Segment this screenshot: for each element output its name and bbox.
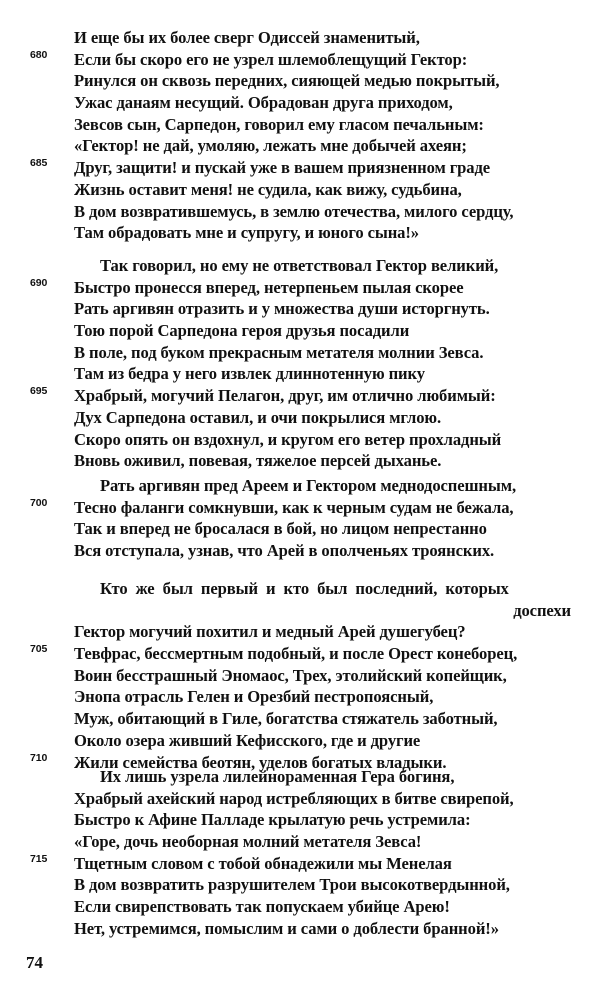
- verse-line: [0, 621, 600, 643]
- verse-text: Вся отступала, узнав, что Арей в ополченьях троянских.: [74, 541, 495, 561]
- verse-line: [0, 342, 600, 364]
- verse-text: Жизнь оставит меня! не судила, как вижу, судьбина,: [74, 179, 462, 199]
- verse-line: [0, 298, 600, 320]
- verse-line: [0, 385, 600, 407]
- verse-text: Ужас данаям несущий. Обрадован друга приходом,: [74, 93, 453, 113]
- verse-text: Скоро опять он вздохнул, и кругом его ветер прохладный: [74, 429, 502, 449]
- verse-text: Дух Сарпедона оставил, и очи покрылися мглою.: [74, 407, 442, 427]
- verse-text: Вновь оживил, повевая, тяжелое персей дыханье.: [74, 451, 442, 471]
- verse-line: [0, 92, 600, 114]
- verse-text: Тесно фаланги сомкнувши, как к черным судам не бежала,: [74, 497, 514, 517]
- verse-line: [0, 407, 600, 429]
- verse-text: Энопа отрасль Гелен и Орезбий пестропоясный,: [74, 687, 434, 707]
- line-number: 710: [30, 751, 48, 764]
- verse-line: [0, 874, 600, 896]
- verse-line: [0, 708, 600, 730]
- verse-line: [0, 450, 600, 472]
- verse-line: [0, 320, 600, 342]
- verse-text: Если свирепствовать так попускаем убийце Арею!: [74, 897, 450, 917]
- verse-text: Там из бедра у него извлек длиннотенную пику: [74, 364, 425, 384]
- verse-line: [0, 686, 600, 708]
- line-number: 680: [30, 48, 48, 61]
- verse-line: [0, 157, 600, 179]
- verse-text: Если бы скоро его не узрел шлемоблещущий Гектор:: [74, 49, 468, 69]
- verse-text: Там обрадовать мне и супругу, и юного сына!»: [74, 223, 419, 243]
- verse-text: доспехи: [513, 600, 571, 620]
- line-number: 685: [30, 157, 48, 170]
- verse-text: В дом возвратить разрушителем Трои высокотвердынной,: [74, 875, 510, 895]
- stanza: [0, 27, 600, 244]
- page-number: 74: [26, 953, 43, 972]
- verse-line: [0, 201, 600, 223]
- verse-line: [0, 70, 600, 92]
- verse-text: «Горе, дочь необорная молний метателя Зевса!: [74, 832, 422, 852]
- stanza: [0, 578, 600, 773]
- verse-line: [0, 788, 600, 810]
- verse-line: [0, 363, 600, 385]
- verse-line: [0, 809, 600, 831]
- line-number: 715: [30, 852, 48, 865]
- verse-text: Кто же был первый и кто был последний, которых: [100, 579, 509, 598]
- line-number: 700: [30, 496, 48, 509]
- verse-line: [0, 578, 600, 600]
- verse-text: Друг, защити! и пускай уже в вашем приязненном граде: [74, 158, 491, 178]
- verse-text: Тою порой Сарпедона героя друзья посадили: [74, 321, 410, 341]
- verse-line: [0, 518, 600, 540]
- verse-line: [0, 222, 600, 244]
- verse-line: [0, 766, 600, 788]
- verse-line: [0, 497, 600, 519]
- verse-line: [0, 49, 600, 71]
- verse-text: Храбрый, могучий Пелагон, друг, им отлично любимый:: [74, 386, 496, 406]
- verse-text: Рать аргивян пред Ареем и Гектором меднодоспешным,: [100, 476, 517, 495]
- verse-line: [0, 540, 600, 562]
- verse-text: Гектор могучий похитил и медный Арей душегубец?: [74, 622, 466, 642]
- line-number: 690: [30, 276, 48, 289]
- verse-line: [0, 27, 600, 49]
- verse-text: Быстро пронесся вперед, нетерпеньем пылая скорее: [74, 277, 464, 297]
- verse-text: Тевфрас, бессмертным подобный, и после Орест конеборец,: [74, 644, 518, 664]
- verse-line: [0, 918, 600, 940]
- verse-line: [0, 475, 600, 497]
- verse-line: [0, 135, 600, 157]
- verse-text: Рать аргивян отразить и у множества души исторгнуть.: [74, 299, 490, 319]
- verse-text: Так говорил, но ему не ответствовал Гектор великий,: [100, 256, 499, 275]
- verse-text: «Гектор! не дай, умоляю, лежать мне добычей ахеян;: [74, 136, 467, 156]
- verse-line: [0, 896, 600, 918]
- verse-line: [0, 179, 600, 201]
- verse-line: [0, 277, 600, 299]
- verse-line: [0, 643, 600, 665]
- verse-text: В дом возвратившемусь, в землю отечества, милого сердцу,: [74, 201, 514, 221]
- verse-text: Воин бесстрашный Эномаос, Трех, этолийский копейщик,: [74, 665, 507, 685]
- verse-text: Их лишь узрела лилейнораменная Гера богиня,: [100, 767, 455, 786]
- stanza: [0, 475, 600, 562]
- verse-text: Жили семейства беотян, уделов богатых владыки.: [74, 752, 447, 772]
- verse-line: [0, 429, 600, 451]
- verse-text: И еще бы их более сверг Одиссей знаменитый,: [74, 28, 420, 47]
- verse-line: [0, 853, 600, 875]
- stanza: [0, 255, 600, 472]
- verse-text: Около озера живший Кефисского, где и другие: [74, 730, 421, 750]
- line-number: 695: [30, 385, 48, 398]
- verse-text: Нет, устремимся, помыслим и сами о доблести бранной!»: [74, 918, 499, 938]
- verse-text: Муж, обитающий в Гиле, богатства стяжатель заботный,: [74, 709, 498, 729]
- verse-line: [0, 831, 600, 853]
- verse-text: Быстро к Афине Палладе крылатую речь устремила:: [74, 810, 471, 830]
- verse-text: Зевсов сын, Сарпедон, говорил ему гласом печальным:: [74, 114, 484, 134]
- verse-text: Ринулся он сквозь передних, сияющей медью покрытый,: [74, 71, 500, 91]
- verse-line: [0, 600, 600, 622]
- verse-text: В поле, под буком прекрасным метателя молнии Зевса.: [74, 342, 484, 362]
- verse-text: Тщетным словом с тобой обнадежили мы Менелая: [74, 853, 452, 873]
- verse-line: [0, 730, 600, 752]
- verse-line: [0, 114, 600, 136]
- verse-text: Храбрый ахейский народ истребляющих в битве свирепой,: [74, 788, 514, 808]
- verse-line: [0, 255, 600, 277]
- verse-line: [0, 665, 600, 687]
- line-number: 705: [30, 643, 48, 656]
- stanza: [0, 766, 600, 940]
- verse-text: Так и вперед не бросалася в бой, но лицом непрестанно: [74, 519, 487, 539]
